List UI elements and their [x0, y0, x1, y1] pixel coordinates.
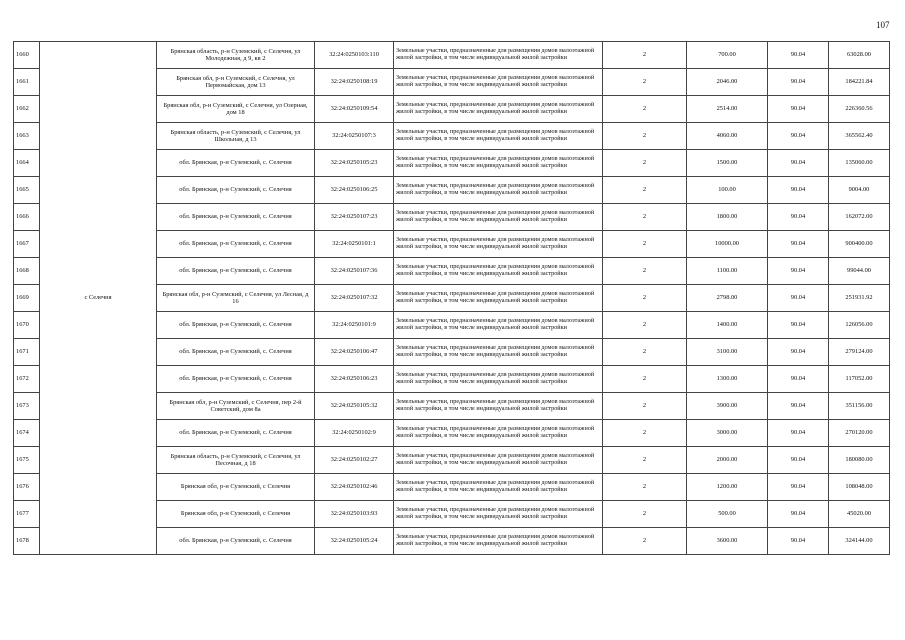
category-cell: 2 [603, 123, 687, 150]
row-number: 1676 [14, 474, 40, 501]
land-use-cell: Земельные участки, предназначенные для размещения домов малоэтажной жилой застройки, в том числе индивидуальной жилой застройки [394, 501, 603, 528]
row-number: 1674 [14, 420, 40, 447]
cadastral-value-cell: 117052.00 [829, 366, 890, 393]
cadastral-value-cell: 351156.00 [829, 393, 890, 420]
area-cell: 1500.00 [687, 150, 768, 177]
category-cell: 2 [603, 393, 687, 420]
area-cell: 100.00 [687, 177, 768, 204]
land-use-cell: Земельные участки, предназначенные для размещения домов малоэтажной жилой застройки, в том числе индивидуальной жилой застройки [394, 123, 603, 150]
address-cell: Брянская область, р-н Суземский, с Селечня, ул Школьная, д 13 [157, 123, 315, 150]
cadastral-value-cell: 63028.00 [829, 42, 890, 69]
cadastral-value-cell: 162072.00 [829, 204, 890, 231]
address-cell: обл. Брянская, р-н Суземский, с. Селечня [157, 177, 315, 204]
address-cell: обл. Брянская, р-н Суземский, с. Селечня [157, 258, 315, 285]
area-cell: 3100.00 [687, 339, 768, 366]
table-row [14, 42, 890, 69]
row-number: 1661 [14, 69, 40, 96]
area-cell: 1800.00 [687, 204, 768, 231]
cadastral-value-cell: 108048.00 [829, 474, 890, 501]
address-cell: обл. Брянская, р-н Суземский, с. Селечня [157, 312, 315, 339]
rate-cell: 90.04 [768, 501, 829, 528]
address-cell: обл. Брянская, р-н Суземский, с. Селечня [157, 231, 315, 258]
rate-cell: 90.04 [768, 366, 829, 393]
land-use-cell: Земельные участки, предназначенные для размещения домов малоэтажной жилой застройки, в том числе индивидуальной жилой застройки [394, 177, 603, 204]
category-cell: 2 [603, 150, 687, 177]
category-cell: 2 [603, 204, 687, 231]
category-cell: 2 [603, 474, 687, 501]
land-use-cell: Земельные участки, предназначенные для размещения домов малоэтажной жилой застройки, в том числе индивидуальной жилой застройки [394, 258, 603, 285]
category-cell: 2 [603, 69, 687, 96]
category-cell: 2 [603, 285, 687, 312]
row-number: 1677 [14, 501, 40, 528]
rate-cell: 90.04 [768, 231, 829, 258]
cadastral-number-cell: 32:24:0250105:24 [315, 528, 394, 555]
address-cell: Брянская обл, р-н Суземский, с Селечня, ул Лесная, д 16 [157, 285, 315, 312]
row-number: 1667 [14, 231, 40, 258]
row-number: 1669 [14, 285, 40, 312]
row-number: 1678 [14, 528, 40, 555]
address-cell: Брянская область, р-н Суземский, с Селечня, ул Молодежная, д 9, кв 2 [157, 42, 315, 69]
land-use-cell: Земельные участки, предназначенные для размещения домов малоэтажной жилой застройки, в том числе индивидуальной жилой застройки [394, 528, 603, 555]
rate-cell: 90.04 [768, 123, 829, 150]
row-number: 1671 [14, 339, 40, 366]
cadastral-number-cell: 32:24:0250101:9 [315, 312, 394, 339]
address-cell: обл. Брянская, р-н Суземский, с. Селечня [157, 528, 315, 555]
rate-cell: 90.04 [768, 339, 829, 366]
category-cell: 2 [603, 339, 687, 366]
address-cell: Брянская обл, р-н Суземский, с Селечня [157, 501, 315, 528]
address-cell: обл. Брянская, р-н Суземский, с. Селечня [157, 150, 315, 177]
land-use-cell: Земельные участки, предназначенные для размещения домов малоэтажной жилой застройки, в том числе индивидуальной жилой застройки [394, 42, 603, 69]
rate-cell: 90.04 [768, 96, 829, 123]
rate-cell: 90.04 [768, 312, 829, 339]
rate-cell: 90.04 [768, 420, 829, 447]
cadastral-value-cell: 324144.00 [829, 528, 890, 555]
rate-cell: 90.04 [768, 528, 829, 555]
page-number: 107 [876, 20, 890, 30]
cadastral-number-cell: 32:24:0250102:27 [315, 447, 394, 474]
land-use-cell: Земельные участки, предназначенные для размещения домов малоэтажной жилой застройки, в том числе индивидуальной жилой застройки [394, 474, 603, 501]
address-cell: Брянская область, р-н Суземский, с Селечня, ул Песочная, д 18 [157, 447, 315, 474]
cadastral-number-cell: 32:24:0250102:46 [315, 474, 394, 501]
rate-cell: 90.04 [768, 258, 829, 285]
land-use-cell: Земельные участки, предназначенные для размещения домов малоэтажной жилой застройки, в том числе индивидуальной жилой застройки [394, 231, 603, 258]
category-cell: 2 [603, 501, 687, 528]
row-number: 1668 [14, 258, 40, 285]
row-number: 1660 [14, 42, 40, 69]
area-cell: 2000.00 [687, 447, 768, 474]
cadastral-number-cell: 32:24:0250103:110 [315, 42, 394, 69]
row-number: 1670 [14, 312, 40, 339]
rate-cell: 90.04 [768, 69, 829, 96]
row-number: 1666 [14, 204, 40, 231]
area-cell: 1400.00 [687, 312, 768, 339]
area-cell: 4060.00 [687, 123, 768, 150]
cadastral-value-cell: 251931.92 [829, 285, 890, 312]
row-number: 1663 [14, 123, 40, 150]
cadastral-number-cell: 32:24:0250105:23 [315, 150, 394, 177]
cadastral-value-cell: 900400.00 [829, 231, 890, 258]
row-number: 1673 [14, 393, 40, 420]
cadastral-number-cell: 32:24:0250103:93 [315, 501, 394, 528]
rate-cell: 90.04 [768, 177, 829, 204]
cadastral-value-cell: 135060.00 [829, 150, 890, 177]
land-use-cell: Земельные участки, предназначенные для размещения домов малоэтажной жилой застройки, в том числе индивидуальной жилой застройки [394, 69, 603, 96]
category-cell: 2 [603, 231, 687, 258]
cadastral-number-cell: 32:24:0250106:25 [315, 177, 394, 204]
rate-cell: 90.04 [768, 474, 829, 501]
land-use-cell: Земельные участки, предназначенные для размещения домов малоэтажной жилой застройки, в том числе индивидуальной жилой застройки [394, 204, 603, 231]
land-registry-table [13, 41, 890, 555]
land-use-cell: Земельные участки, предназначенные для размещения домов малоэтажной жилой застройки, в том числе индивидуальной жилой застройки [394, 366, 603, 393]
land-use-cell: Земельные участки, предназначенные для размещения домов малоэтажной жилой застройки, в том числе индивидуальной жилой застройки [394, 312, 603, 339]
land-use-cell: Земельные участки, предназначенные для размещения домов малоэтажной жилой застройки, в том числе индивидуальной жилой застройки [394, 420, 603, 447]
cadastral-number-cell: 32:24:0250101:1 [315, 231, 394, 258]
category-cell: 2 [603, 258, 687, 285]
row-number: 1675 [14, 447, 40, 474]
cadastral-number-cell: 32:24:0250107:36 [315, 258, 394, 285]
category-cell: 2 [603, 42, 687, 69]
cadastral-number-cell: 32:24:0250107:32 [315, 285, 394, 312]
category-cell: 2 [603, 366, 687, 393]
area-cell: 500.00 [687, 501, 768, 528]
area-cell: 2514.00 [687, 96, 768, 123]
address-cell: Брянская обл, р-н Суземский, с Селечня, ул Озерная, дом 18 [157, 96, 315, 123]
rate-cell: 90.04 [768, 285, 829, 312]
cadastral-number-cell: 32:24:0250107:3 [315, 123, 394, 150]
cadastral-number-cell: 32:24:0250106:47 [315, 339, 394, 366]
cadastral-value-cell: 226360.56 [829, 96, 890, 123]
cadastral-number-cell: 32:24:0250107:23 [315, 204, 394, 231]
cadastral-value-cell: 126056.00 [829, 312, 890, 339]
category-cell: 2 [603, 420, 687, 447]
cadastral-value-cell: 9004.00 [829, 177, 890, 204]
area-cell: 1300.00 [687, 366, 768, 393]
rate-cell: 90.04 [768, 42, 829, 69]
rate-cell: 90.04 [768, 447, 829, 474]
cadastral-value-cell: 45020.00 [829, 501, 890, 528]
rate-cell: 90.04 [768, 204, 829, 231]
area-cell: 2046.00 [687, 69, 768, 96]
cadastral-value-cell: 180080.00 [829, 447, 890, 474]
row-number: 1664 [14, 150, 40, 177]
address-cell: Брянская обл, р-н Суземский, с Селечня [157, 474, 315, 501]
cadastral-number-cell: 32:24:0250105:32 [315, 393, 394, 420]
address-cell: обл. Брянская, р-н Суземский, с. Селечня [157, 339, 315, 366]
rate-cell: 90.04 [768, 150, 829, 177]
category-cell: 2 [603, 447, 687, 474]
cadastral-number-cell: 32:24:0250102:9 [315, 420, 394, 447]
land-use-cell: Земельные участки, предназначенные для размещения домов малоэтажной жилой застройки, в том числе индивидуальной жилой застройки [394, 150, 603, 177]
cadastral-value-cell: 365562.40 [829, 123, 890, 150]
area-cell: 3600.00 [687, 528, 768, 555]
area-cell: 1200.00 [687, 474, 768, 501]
cadastral-value-cell: 184221.84 [829, 69, 890, 96]
area-cell: 2798.00 [687, 285, 768, 312]
locality-cell: с Селечня [40, 42, 157, 555]
land-use-cell: Земельные участки, предназначенные для размещения домов малоэтажной жилой застройки, в том числе индивидуальной жилой застройки [394, 285, 603, 312]
cadastral-value-cell: 99044.00 [829, 258, 890, 285]
table-body [14, 42, 890, 555]
area-cell: 1100.00 [687, 258, 768, 285]
row-number: 1665 [14, 177, 40, 204]
area-cell: 700.00 [687, 42, 768, 69]
address-cell: обл. Брянская, р-н Суземский, с. Селечня [157, 420, 315, 447]
land-use-cell: Земельные участки, предназначенные для размещения домов малоэтажной жилой застройки, в том числе индивидуальной жилой застройки [394, 96, 603, 123]
row-number: 1662 [14, 96, 40, 123]
category-cell: 2 [603, 177, 687, 204]
row-number: 1672 [14, 366, 40, 393]
category-cell: 2 [603, 96, 687, 123]
cadastral-value-cell: 279124.00 [829, 339, 890, 366]
address-cell: обл. Брянская, р-н Суземский, с. Селечня [157, 366, 315, 393]
area-cell: 3000.00 [687, 420, 768, 447]
rate-cell: 90.04 [768, 393, 829, 420]
cadastral-number-cell: 32:24:0250109:54 [315, 96, 394, 123]
land-use-cell: Земельные участки, предназначенные для размещения домов малоэтажной жилой застройки, в том числе индивидуальной жилой застройки [394, 393, 603, 420]
address-cell: Брянская обл, р-н Суземский, с Селечня, ул Первомайская, дом 13 [157, 69, 315, 96]
area-cell: 3900.00 [687, 393, 768, 420]
land-use-cell: Земельные участки, предназначенные для размещения домов малоэтажной жилой застройки, в том числе индивидуальной жилой застройки [394, 447, 603, 474]
address-cell: Брянская обл, р-н Суземский, с Селечня, пер 2-й Советский, дом 8а [157, 393, 315, 420]
category-cell: 2 [603, 312, 687, 339]
cadastral-number-cell: 32:24:0250108:19 [315, 69, 394, 96]
cadastral-number-cell: 32:24:0250106:23 [315, 366, 394, 393]
category-cell: 2 [603, 528, 687, 555]
land-use-cell: Земельные участки, предназначенные для размещения домов малоэтажной жилой застройки, в том числе индивидуальной жилой застройки [394, 339, 603, 366]
cadastral-value-cell: 270120.00 [829, 420, 890, 447]
area-cell: 10000.00 [687, 231, 768, 258]
address-cell: обл. Брянская, р-н Суземский, с. Селечня [157, 204, 315, 231]
